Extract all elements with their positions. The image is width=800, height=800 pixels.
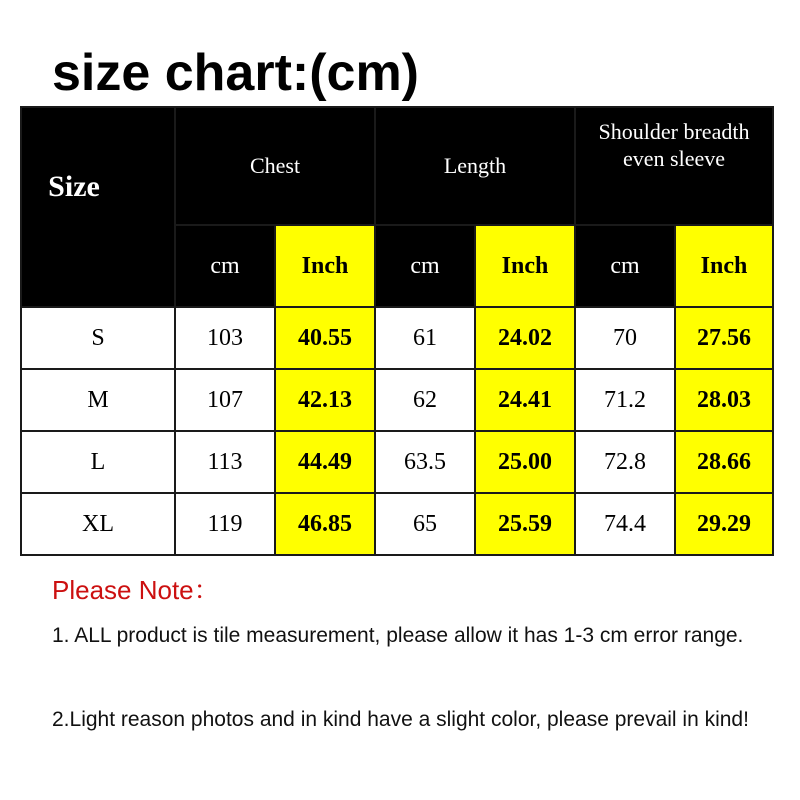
length-cm-cell: 61 <box>375 307 475 369</box>
size-cell: L <box>21 431 175 493</box>
length-inch-cell: 25.00 <box>475 431 575 493</box>
length-cm-cell: 63.5 <box>375 431 475 493</box>
size-cell: S <box>21 307 175 369</box>
table-row <box>21 369 773 431</box>
shoulder-inch-cell: 28.66 <box>675 431 773 493</box>
size-cell: M <box>21 369 175 431</box>
size-chart-table <box>20 106 774 556</box>
note-line-1: 1. ALL product is tile measurement, please allow it has 1-3 cm error range. <box>52 624 744 647</box>
shoulder-cm-cell: 71.2 <box>575 369 675 431</box>
shoulder-header-label: Shoulder breadth even sleeve <box>598 119 750 171</box>
shoulder-inch-cell: 29.29 <box>675 493 773 555</box>
length-cm-cell: 62 <box>375 369 475 431</box>
group-header-row <box>21 107 773 225</box>
length-inch-cell: 25.59 <box>475 493 575 555</box>
chest-header-label: Chest <box>249 152 301 178</box>
chest-header-cell <box>175 107 375 225</box>
unit-inch-shoulder: Inch <box>675 225 773 307</box>
shoulder-inch-cell: 28.03 <box>675 369 773 431</box>
table-row <box>21 431 773 493</box>
chest-cm-cell: 119 <box>175 493 275 555</box>
chest-inch-cell: 46.85 <box>275 493 375 555</box>
unit-cm-length: cm <box>375 225 475 307</box>
page-title: size chart:(cm) <box>52 44 419 102</box>
length-inch-cell: 24.41 <box>475 369 575 431</box>
unit-inch-length: Inch <box>475 225 575 307</box>
length-header-label: Length <box>443 152 507 178</box>
length-header-cell <box>375 107 575 225</box>
unit-cm-shoulder: cm <box>575 225 675 307</box>
unit-cm-chest: cm <box>175 225 275 307</box>
chest-inch-cell: 42.13 <box>275 369 375 431</box>
chest-cm-cell: 107 <box>175 369 275 431</box>
note-line-2: 2.Light reason photos and in kind have a slight color, please prevail in kind! <box>52 708 749 731</box>
size-header-label: Size <box>48 170 100 203</box>
table-row <box>21 493 773 555</box>
length-inch-cell: 24.02 <box>475 307 575 369</box>
unit-inch-chest: Inch <box>275 225 375 307</box>
note-title: Please Note： <box>52 575 220 605</box>
table-row <box>21 307 773 369</box>
shoulder-inch-cell: 27.56 <box>675 307 773 369</box>
length-cm-cell: 65 <box>375 493 475 555</box>
shoulder-cm-cell: 74.4 <box>575 493 675 555</box>
size-header-cell <box>21 107 175 307</box>
chest-inch-cell: 44.49 <box>275 431 375 493</box>
chest-cm-cell: 103 <box>175 307 275 369</box>
chest-inch-cell: 40.55 <box>275 307 375 369</box>
shoulder-header-cell <box>575 107 773 225</box>
chest-cm-cell: 113 <box>175 431 275 493</box>
shoulder-cm-cell: 72.8 <box>575 431 675 493</box>
size-cell: XL <box>21 493 175 555</box>
shoulder-cm-cell: 70 <box>575 307 675 369</box>
